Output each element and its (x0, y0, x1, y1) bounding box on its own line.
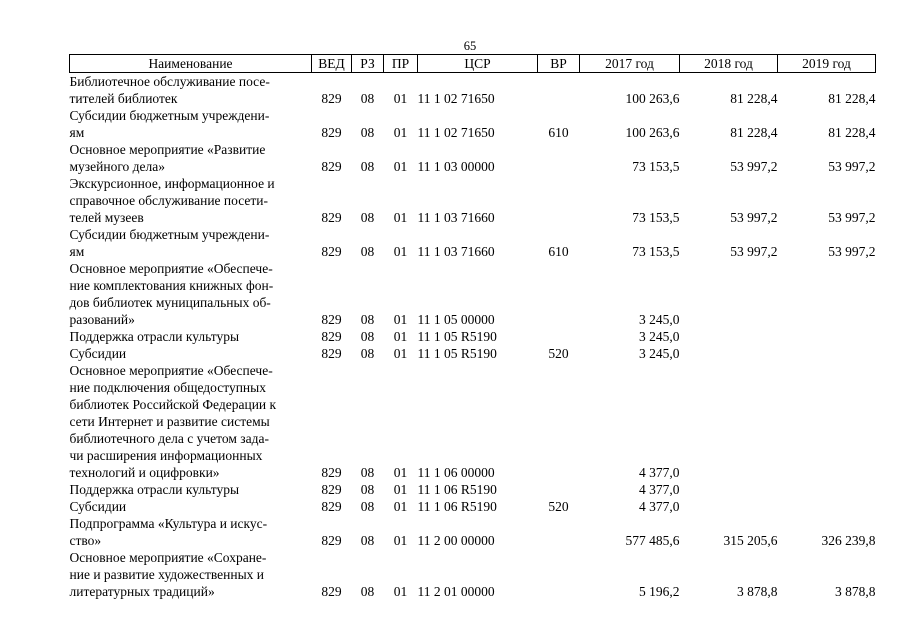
cell-rz: 08 (360, 210, 375, 225)
table-body (70, 73, 876, 601)
cell-vr: 520 (548, 499, 569, 514)
table-row (70, 260, 876, 328)
table-row (70, 549, 876, 600)
cell-2019: 53 997,2 (828, 210, 876, 225)
cell-2018 (680, 345, 778, 362)
cell-2017: 3 245,0 (639, 329, 680, 344)
cell-2018: 315 205,6 (723, 533, 778, 548)
cell-csr: 11 1 02 71650 (417, 91, 495, 106)
name-line: Субсидии (69, 499, 127, 514)
name-line: ние подключения общедоступных (69, 380, 266, 395)
header-rz: РЗ (352, 55, 384, 73)
cell-2017: 3 245,0 (639, 346, 680, 361)
name-line: Субсидии бюджетным учреждени- (69, 227, 270, 242)
cell-2017: 73 153,5 (632, 210, 680, 225)
cell-2017: 100 263,6 (625, 125, 680, 140)
cell-ved: 829 (321, 125, 342, 140)
cell-rz: 08 (360, 91, 375, 106)
cell-vr (538, 362, 580, 481)
table-row (70, 73, 876, 108)
cell-rz: 08 (360, 533, 375, 548)
table-row (70, 107, 876, 141)
name-line: Основное мероприятие «Развитие (69, 142, 266, 157)
cell-rz: 08 (360, 584, 375, 599)
cell-2018: 53 997,2 (730, 210, 778, 225)
cell-name (70, 328, 312, 345)
cell-ved: 829 (321, 91, 342, 106)
table-row (70, 515, 876, 549)
name-line: телей музеев (69, 210, 144, 225)
cell-2019: 53 997,2 (828, 159, 876, 174)
name-line: Основное мероприятие «Обеспече- (69, 261, 273, 276)
name-line: тителей библиотек (69, 91, 178, 106)
cell-name (70, 260, 312, 328)
cell-pr: 01 (393, 465, 408, 480)
cell-2019 (778, 328, 876, 345)
table-row (70, 175, 876, 226)
cell-2017: 5 196,2 (639, 584, 680, 599)
name-line: чи расширения информационных (69, 448, 263, 463)
name-line: ние комплектования книжных фон- (69, 278, 274, 293)
cell-ved: 829 (321, 584, 342, 599)
cell-pr: 01 (393, 346, 408, 361)
name-line: музейного дела» (69, 159, 165, 174)
table-row (70, 362, 876, 481)
cell-2019: 3 878,8 (835, 584, 876, 599)
header-vr: ВР (538, 55, 580, 73)
cell-pr: 01 (393, 91, 408, 106)
cell-vr: 610 (548, 244, 569, 259)
cell-rz: 08 (360, 346, 375, 361)
name-line: Библиотечное обслуживание посе- (69, 74, 270, 89)
cell-csr: 11 1 03 71660 (417, 210, 495, 225)
name-line: разований» (69, 312, 135, 327)
cell-ved: 829 (321, 244, 342, 259)
cell-rz: 08 (360, 499, 375, 514)
cell-vr (538, 481, 580, 498)
cell-2018 (680, 481, 778, 498)
cell-ved: 829 (321, 159, 342, 174)
cell-ved: 829 (321, 533, 342, 548)
name-line: библиотек Российской Федерации к (69, 397, 277, 412)
name-line: сети Интернет и развитие системы (69, 414, 270, 429)
cell-csr: 11 1 05 R5190 (417, 329, 497, 344)
name-line: справочное обслуживание посети- (69, 193, 268, 208)
cell-pr: 01 (393, 499, 408, 514)
header-csr: ЦСР (418, 55, 538, 73)
cell-name (70, 515, 312, 549)
name-line: Экскурсионное, информационное и (69, 176, 275, 191)
table-row (70, 498, 876, 515)
cell-ved: 829 (321, 482, 342, 497)
cell-pr: 01 (393, 482, 408, 497)
name-line: Субсидии бюджетным учреждени- (69, 108, 270, 123)
cell-name (70, 141, 312, 175)
cell-2018: 53 997,2 (730, 244, 778, 259)
cell-2017: 577 485,6 (625, 533, 680, 548)
cell-csr: 11 2 01 00000 (417, 584, 495, 599)
cell-2018: 81 228,4 (730, 125, 778, 140)
cell-vr (538, 549, 580, 600)
cell-2018 (680, 362, 778, 481)
name-line: ние и развитие художественных и (69, 567, 265, 582)
page-number: 65 (463, 39, 477, 53)
cell-name (70, 549, 312, 600)
cell-2019: 81 228,4 (828, 91, 876, 106)
cell-name (70, 175, 312, 226)
cell-rz: 08 (360, 329, 375, 344)
table-header-row (70, 55, 876, 73)
cell-pr: 01 (393, 329, 408, 344)
cell-2017: 73 153,5 (632, 159, 680, 174)
cell-rz: 08 (360, 312, 375, 327)
name-line: ство» (69, 533, 102, 548)
cell-vr (538, 515, 580, 549)
name-line: ям (69, 244, 85, 259)
cell-vr: 610 (548, 125, 569, 140)
cell-pr: 01 (393, 210, 408, 225)
cell-vr: 520 (548, 346, 569, 361)
cell-2018: 3 878,8 (737, 584, 778, 599)
cell-ved: 829 (321, 329, 342, 344)
cell-2019: 81 228,4 (828, 125, 876, 140)
name-line: Субсидии (69, 346, 127, 361)
cell-2018 (680, 260, 778, 328)
header-2017: 2017 год (580, 55, 680, 73)
table-row (70, 481, 876, 498)
cell-csr: 11 1 03 71660 (417, 244, 495, 259)
cell-name (70, 73, 312, 108)
cell-2017: 4 377,0 (639, 499, 680, 514)
cell-ved: 829 (321, 210, 342, 225)
cell-csr: 11 1 06 00000 (417, 465, 495, 480)
header-pr: ПР (384, 55, 418, 73)
cell-ved: 829 (321, 346, 342, 361)
name-line: Поддержка отрасли культуры (69, 482, 240, 497)
cell-rz: 08 (360, 482, 375, 497)
cell-csr: 11 1 05 R5190 (417, 346, 497, 361)
cell-pr: 01 (393, 584, 408, 599)
header-2019: 2019 год (778, 55, 876, 73)
cell-2019 (778, 481, 876, 498)
cell-rz: 08 (360, 244, 375, 259)
cell-2019 (778, 345, 876, 362)
cell-csr: 11 1 05 00000 (417, 312, 495, 327)
name-line: технологий и оцифровки» (69, 465, 220, 480)
name-line: ям (69, 125, 85, 140)
cell-2018 (680, 328, 778, 345)
table-row (70, 328, 876, 345)
cell-csr: 11 1 06 R5190 (417, 482, 497, 497)
cell-rz: 08 (360, 125, 375, 140)
cell-vr (538, 141, 580, 175)
cell-vr (538, 73, 580, 108)
name-line: библиотечного дела с учетом зада- (69, 431, 269, 446)
cell-2019 (778, 260, 876, 328)
budget-table (69, 54, 876, 600)
cell-vr (538, 260, 580, 328)
name-line: литературных традиций» (69, 584, 215, 599)
name-line: Основное мероприятие «Сохране- (69, 550, 267, 565)
cell-2017: 73 153,5 (632, 244, 680, 259)
cell-pr: 01 (393, 312, 408, 327)
cell-2017: 4 377,0 (639, 465, 680, 480)
cell-2019 (778, 498, 876, 515)
cell-2019 (778, 362, 876, 481)
name-line: дов библиотек муниципальных об- (69, 295, 271, 310)
cell-rz: 08 (360, 159, 375, 174)
cell-vr (538, 328, 580, 345)
table-row (70, 226, 876, 260)
header-ved: ВЕД (312, 55, 352, 73)
cell-2017: 100 263,6 (625, 91, 680, 106)
cell-pr: 01 (393, 533, 408, 548)
cell-pr: 01 (393, 244, 408, 259)
cell-pr: 01 (393, 159, 408, 174)
cell-csr: 11 1 06 R5190 (417, 499, 497, 514)
name-line: Основное мероприятие «Обеспече- (69, 363, 273, 378)
cell-name (70, 481, 312, 498)
name-line: Поддержка отрасли культуры (69, 329, 240, 344)
cell-pr: 01 (393, 125, 408, 140)
header-name: Наименование (70, 55, 312, 73)
cell-vr (538, 175, 580, 226)
cell-2018 (680, 498, 778, 515)
name-line: Подпрограмма «Культура и искус- (69, 516, 268, 531)
cell-2018: 53 997,2 (730, 159, 778, 174)
cell-csr: 11 1 02 71650 (417, 125, 495, 140)
cell-2019: 326 239,8 (821, 533, 876, 548)
table-row (70, 345, 876, 362)
cell-csr: 11 1 03 00000 (417, 159, 495, 174)
cell-csr: 11 2 00 00000 (417, 533, 495, 548)
header-2018: 2018 год (680, 55, 778, 73)
cell-ved: 829 (321, 312, 342, 327)
cell-ved: 829 (321, 465, 342, 480)
cell-rz: 08 (360, 465, 375, 480)
cell-name (70, 362, 312, 481)
table-row (70, 141, 876, 175)
cell-2017: 3 245,0 (639, 312, 680, 327)
cell-2019: 53 997,2 (828, 244, 876, 259)
cell-2017: 4 377,0 (639, 482, 680, 497)
cell-name (70, 345, 312, 362)
cell-name (70, 107, 312, 141)
cell-ved: 829 (321, 499, 342, 514)
cell-2018: 81 228,4 (730, 91, 778, 106)
cell-name (70, 498, 312, 515)
cell-name (70, 226, 312, 260)
